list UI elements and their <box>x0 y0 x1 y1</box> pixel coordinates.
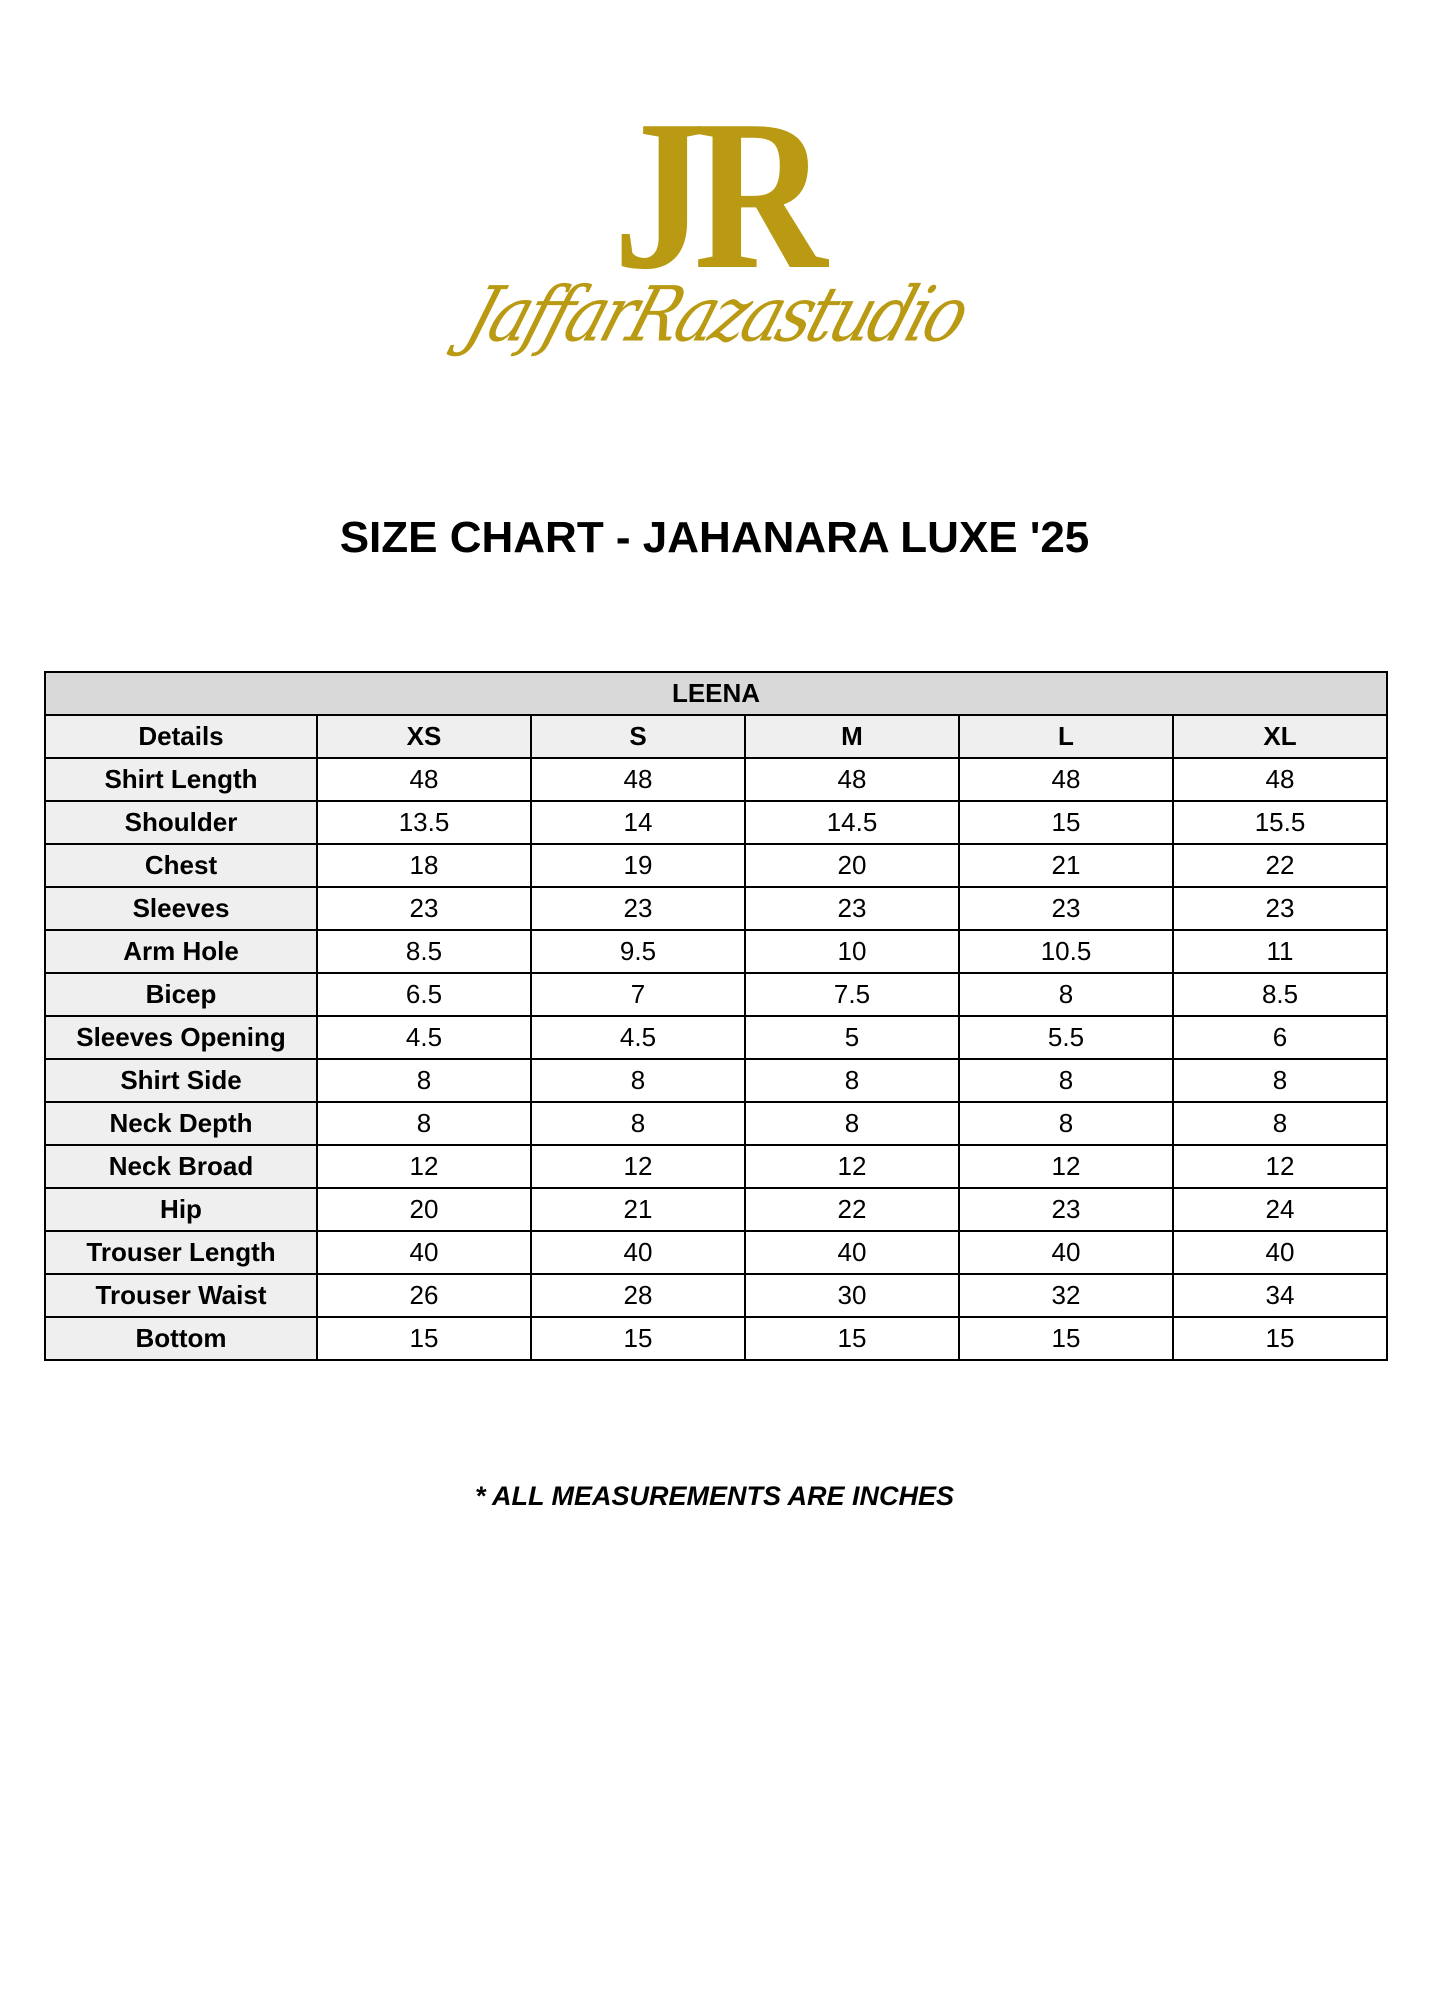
measurement-note: * ALL MEASUREMENTS ARE INCHES <box>474 1481 955 1511</box>
table-cell: 15 <box>317 1317 531 1360</box>
table-cell: 20 <box>745 844 959 887</box>
table-row <box>45 1317 1387 1360</box>
table-cell: 8.5 <box>1173 973 1387 1016</box>
table-cell: 13.5 <box>317 801 531 844</box>
column-header: XS <box>317 715 531 758</box>
table-cell: 12 <box>531 1145 745 1188</box>
table-group-label: LEENA <box>45 672 1387 715</box>
table-cell: 40 <box>959 1231 1173 1274</box>
row-label: Bicep <box>45 973 317 1016</box>
table-cell: 40 <box>317 1231 531 1274</box>
table-cell: 32 <box>959 1274 1173 1317</box>
brand-logo <box>0 75 1429 359</box>
table-cell: 48 <box>317 758 531 801</box>
row-label: Bottom <box>45 1317 317 1360</box>
table-cell: 8 <box>745 1102 959 1145</box>
row-label: Trouser Waist <box>45 1274 317 1317</box>
table-cell: 22 <box>745 1188 959 1231</box>
row-label: Trouser Length <box>45 1231 317 1274</box>
table-cell: 12 <box>317 1145 531 1188</box>
table-cell: 24 <box>1173 1188 1387 1231</box>
table-cell: 15 <box>959 1317 1173 1360</box>
table-cell: 22 <box>1173 844 1387 887</box>
table-cell: 7 <box>531 973 745 1016</box>
table-cell: 8 <box>1173 1102 1387 1145</box>
table-row <box>45 1102 1387 1145</box>
brand-signature: JaffarRazastudio <box>455 270 977 359</box>
table-cell: 23 <box>745 887 959 930</box>
table-cell: 8 <box>959 1102 1173 1145</box>
table-row <box>45 844 1387 887</box>
table-cell: 7.5 <box>745 973 959 1016</box>
table-row <box>45 1059 1387 1102</box>
row-label: Neck Broad <box>45 1145 317 1188</box>
table-cell: 11 <box>1173 930 1387 973</box>
table-row <box>45 1274 1387 1317</box>
column-header: XL <box>1173 715 1387 758</box>
table-cell: 15 <box>745 1317 959 1360</box>
table-cell: 26 <box>317 1274 531 1317</box>
table-cell: 40 <box>1173 1231 1387 1274</box>
table-cell: 48 <box>531 758 745 801</box>
table-cell: 20 <box>317 1188 531 1231</box>
table-cell: 12 <box>959 1145 1173 1188</box>
table-cell: 48 <box>1173 758 1387 801</box>
table-row <box>45 1016 1387 1059</box>
row-label: Hip <box>45 1188 317 1231</box>
table-cell: 10 <box>745 930 959 973</box>
table-cell: 8 <box>317 1102 531 1145</box>
table-cell: 15 <box>531 1317 745 1360</box>
table-cell: 4.5 <box>317 1016 531 1059</box>
table-cell: 12 <box>1173 1145 1387 1188</box>
table-cell: 8.5 <box>317 930 531 973</box>
table-cell: 6.5 <box>317 973 531 1016</box>
table-cell: 34 <box>1173 1274 1387 1317</box>
table-row <box>45 758 1387 801</box>
table-cell: 23 <box>317 887 531 930</box>
table-cell: 18 <box>317 844 531 887</box>
table-cell: 8 <box>1173 1059 1387 1102</box>
column-header: S <box>531 715 745 758</box>
table-row <box>45 1145 1387 1188</box>
table-header-row <box>45 715 1387 758</box>
table-cell: 8 <box>531 1059 745 1102</box>
table-cell: 4.5 <box>531 1016 745 1059</box>
table-cell: 23 <box>531 887 745 930</box>
table-cell: 21 <box>531 1188 745 1231</box>
row-label: Shirt Length <box>45 758 317 801</box>
table-row <box>45 973 1387 1016</box>
table-cell: 23 <box>959 887 1173 930</box>
row-label: Arm Hole <box>45 930 317 973</box>
brand-monogram: JR <box>613 75 816 314</box>
table-cell: 28 <box>531 1274 745 1317</box>
table-cell: 8 <box>745 1059 959 1102</box>
table-cell: 8 <box>531 1102 745 1145</box>
table-cell: 8 <box>317 1059 531 1102</box>
table-cell: 8 <box>959 973 1173 1016</box>
table-cell: 48 <box>959 758 1173 801</box>
table-row <box>45 930 1387 973</box>
column-header: L <box>959 715 1173 758</box>
table-cell: 30 <box>745 1274 959 1317</box>
table-cell: 5 <box>745 1016 959 1059</box>
table-cell: 23 <box>959 1188 1173 1231</box>
row-label: Shirt Side <box>45 1059 317 1102</box>
table-cell: 21 <box>959 844 1173 887</box>
table-cell: 5.5 <box>959 1016 1173 1059</box>
table-body <box>45 758 1387 1360</box>
table-cell: 19 <box>531 844 745 887</box>
table-row <box>45 801 1387 844</box>
row-label: Sleeves Opening <box>45 1016 317 1059</box>
table-row <box>45 887 1387 930</box>
size-chart-table <box>44 671 1388 1361</box>
column-header: Details <box>45 715 317 758</box>
row-label: Neck Depth <box>45 1102 317 1145</box>
table-cell: 6 <box>1173 1016 1387 1059</box>
table-cell: 48 <box>745 758 959 801</box>
row-label: Chest <box>45 844 317 887</box>
row-label: Shoulder <box>45 801 317 844</box>
table-cell: 15 <box>959 801 1173 844</box>
table-cell: 40 <box>531 1231 745 1274</box>
table-cell: 12 <box>745 1145 959 1188</box>
table-group-row <box>45 672 1387 715</box>
table-row <box>45 1231 1387 1274</box>
table-cell: 15.5 <box>1173 801 1387 844</box>
page-title: SIZE CHART - JAHANARA LUXE '25 <box>339 513 1090 562</box>
table-cell: 9.5 <box>531 930 745 973</box>
table-cell: 40 <box>745 1231 959 1274</box>
table-cell: 14 <box>531 801 745 844</box>
table-cell: 14.5 <box>745 801 959 844</box>
table-cell: 15 <box>1173 1317 1387 1360</box>
table-cell: 23 <box>1173 887 1387 930</box>
table-cell: 8 <box>959 1059 1173 1102</box>
table-cell: 10.5 <box>959 930 1173 973</box>
column-header: M <box>745 715 959 758</box>
row-label: Sleeves <box>45 887 317 930</box>
table-row <box>45 1188 1387 1231</box>
